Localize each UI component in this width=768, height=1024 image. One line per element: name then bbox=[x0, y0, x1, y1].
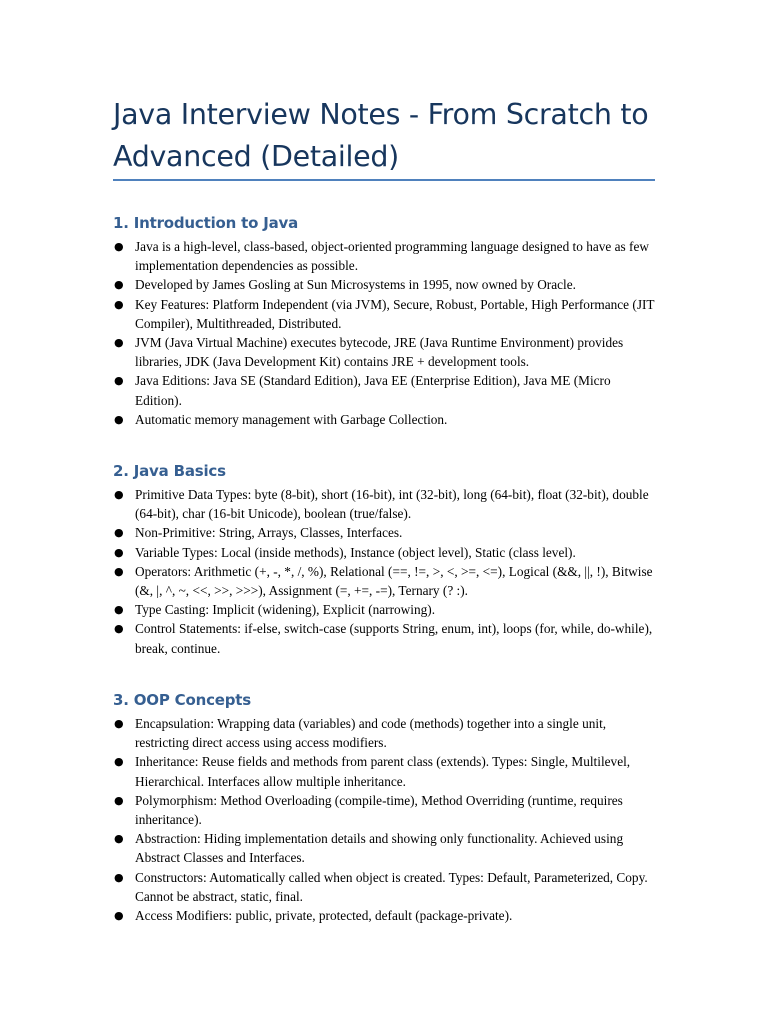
list-item-text: Abstraction: Hiding implementation details and showing only functionality. Achieved using Abstract Classes and Interfaces. bbox=[135, 831, 624, 866]
list-item bbox=[113, 829, 658, 867]
list-item bbox=[113, 523, 658, 542]
list-item bbox=[113, 485, 658, 523]
section-heading: 3. OOP Concepts bbox=[113, 691, 251, 709]
title-divider bbox=[113, 179, 655, 181]
list-item-text: Operators: Arithmetic (+, -, *, /, %), Relational (==, !=, >, <, >=, <=), Logical (&&, ||, !), Bitwise (&, |, ^, ~, <<, >>, >>>), Assignment (=, +=, -=), Ternary (? :). bbox=[135, 563, 653, 599]
list-item bbox=[113, 237, 658, 275]
list-item bbox=[113, 752, 658, 790]
list-item bbox=[113, 868, 658, 906]
list-item-text: Inheritance: Reuse fields and methods from parent class (extends). Types: Single, Multilevel, Hierarchical. Interfaces allow multiple inheritance. bbox=[135, 754, 631, 789]
list-item-text: Java Editions: Java SE (Standard Edition), Java EE (Enterprise Edition), Java ME (Micro Edition). bbox=[135, 373, 611, 408]
list-item bbox=[113, 410, 658, 429]
bullet-icon: ● bbox=[114, 545, 124, 559]
bullet-icon: ● bbox=[114, 909, 124, 923]
bullet-icon: ● bbox=[114, 717, 124, 730]
list-item bbox=[113, 543, 658, 562]
bullet-list bbox=[113, 485, 658, 658]
bullet-icon: ● bbox=[114, 240, 124, 253]
list-item-text: Type Casting: Implicit (widening), Explicit (narrowing). bbox=[135, 602, 436, 618]
bullet-icon: ● bbox=[114, 603, 124, 617]
list-item-text: Polymorphism: Method Overloading (compile-time), Method Overriding (runtime, requires inheritance). bbox=[135, 792, 623, 828]
document-title: Java Interview Notes - From Scratch to Advanced (Detailed) bbox=[113, 98, 649, 173]
list-item-text: JVM (Java Virtual Machine) executes bytecode, JRE (Java Runtime Environment) provides libraries, JDK (Java Development Kit) contains JRE + development tools. bbox=[135, 335, 624, 370]
bullet-icon: ● bbox=[114, 488, 124, 501]
list-item-text: Key Features: Platform Independent (via JVM), Secure, Robust, Portable, High Performance (JIT Compiler), Multithreaded, Distributed. bbox=[135, 296, 655, 331]
list-item bbox=[113, 333, 658, 371]
list-item bbox=[113, 791, 658, 829]
list-item bbox=[113, 562, 658, 600]
list-item-text: Variable Types: Local (inside methods), Instance (object level), Static (class level). bbox=[135, 544, 576, 560]
list-item bbox=[113, 275, 658, 294]
bullet-icon: ● bbox=[114, 412, 124, 426]
list-item bbox=[113, 600, 658, 619]
section-heading: 1. Introduction to Java bbox=[113, 214, 299, 232]
list-item bbox=[113, 619, 658, 657]
list-item-text: Primitive Data Types: byte (8-bit), short (16-bit), int (32-bit), long (64-bit), float (32-bit), double (64-bit), char (16-bit Unicode), boolean (true/false). bbox=[135, 487, 649, 522]
bullet-icon: ● bbox=[114, 526, 124, 540]
bullet-icon: ● bbox=[114, 832, 124, 846]
section-heading: 2. Java Basics bbox=[113, 462, 226, 480]
section-java-basics bbox=[113, 460, 658, 658]
list-item bbox=[113, 906, 658, 925]
bullet-icon: ● bbox=[114, 374, 124, 388]
list-item-text: Control Statements: if-else, switch-case (supports String, enum, int), loops (for, while, do-while), break, continue. bbox=[135, 621, 653, 656]
list-item-text: Developed by James Gosling at Sun Microsystems in 1995, now owned by Oracle. bbox=[135, 277, 576, 293]
list-item-text: Automatic memory management with Garbage Collection. bbox=[135, 411, 448, 427]
list-item-text: Java is a high-level, class-based, object-oriented programming language designed to have as few implementation dependencies as possible. bbox=[135, 239, 649, 274]
list-item-text: Constructors: Automatically called when object is created. Types: Default, Parameterized, Copy. Cannot be abstract, static, final. bbox=[135, 869, 648, 904]
bullet-icon: ● bbox=[114, 870, 124, 884]
bullet-icon: ● bbox=[114, 793, 124, 807]
list-item bbox=[113, 371, 658, 409]
list-item-text: Non-Primitive: String, Arrays, Classes, Interfaces. bbox=[135, 525, 403, 541]
bullet-icon: ● bbox=[114, 278, 124, 292]
bullet-icon: ● bbox=[114, 297, 124, 311]
list-item bbox=[113, 295, 658, 333]
bullet-list bbox=[113, 237, 658, 429]
section-oop-concepts bbox=[113, 689, 658, 925]
list-item-text: Access Modifiers: public, private, protected, default (package-private). bbox=[135, 908, 513, 924]
bullet-icon: ● bbox=[114, 336, 124, 350]
bullet-list bbox=[113, 714, 658, 925]
list-item-text: Encapsulation: Wrapping data (variables) and code (methods) together into a single unit, restricting direct access using access modifiers. bbox=[135, 716, 607, 751]
section-introduction bbox=[113, 212, 658, 429]
bullet-icon: ● bbox=[114, 564, 124, 578]
bullet-icon: ● bbox=[114, 622, 124, 636]
bullet-icon: ● bbox=[114, 755, 124, 769]
list-item bbox=[113, 714, 658, 752]
